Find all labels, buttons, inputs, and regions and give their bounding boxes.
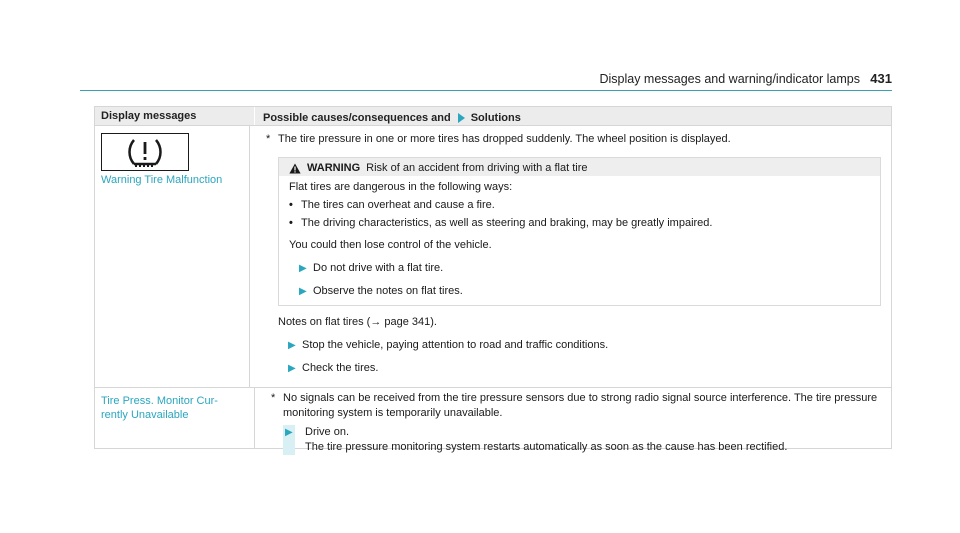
table-row <box>95 387 891 453</box>
step-title: Drive on. <box>305 426 350 438</box>
step-arrow-icon: ▶ <box>288 363 296 374</box>
header-divider <box>80 90 892 91</box>
message-cell <box>95 126 250 387</box>
warning-step: ▶ Observe the notes on flat tires. <box>299 285 463 297</box>
page-number: 431 <box>870 71 892 86</box>
col-header-display-messages: Display messages <box>95 107 255 125</box>
solution-step <box>283 425 881 455</box>
step-arrow-icon: ▶ <box>299 263 307 274</box>
message-cell <box>95 388 255 448</box>
list-item: • The tires can overheat and cause a fire. <box>289 199 495 211</box>
page-header <box>80 70 892 92</box>
causes-cell <box>255 388 891 453</box>
warning-body <box>279 176 880 305</box>
solution-step: ▶ Check the tires. <box>288 362 379 374</box>
warning-triangle-icon <box>289 163 301 174</box>
col-header-causes <box>255 107 891 125</box>
list-item: • The driving characteristics, as well as steering and braking, may be greatly impaired. <box>289 217 713 229</box>
warning-step: ▶ Do not drive with a flat tire. <box>299 262 444 274</box>
warning-intro: Flat tires are dangerous in the following ways: <box>289 181 513 193</box>
col-header-causes-text: Possible causes/consequences and <box>263 111 451 124</box>
message-tire-press-monitor-line2: rently Unavailable <box>101 409 189 421</box>
tire-pressure-warning-icon <box>101 133 189 171</box>
col-header-solutions-text: Solutions <box>470 111 521 124</box>
table-row <box>95 125 891 387</box>
warning-title: WARNING <box>307 161 361 174</box>
step-text: The tire pressure monitoring system restarts automatically as soon as the cause has been rectified. <box>305 441 788 453</box>
step-arrow-icon: ▶ <box>285 427 293 438</box>
display-messages-table <box>94 106 892 453</box>
header-title: Display messages and warning/indicator lamps <box>599 72 860 86</box>
table-header <box>95 107 891 125</box>
step-arrow-icon: ▶ <box>288 340 296 351</box>
notes-reference: Notes on flat tires (→ page 341). <box>278 316 437 328</box>
warning-consequence: You could then lose control of the vehicle. <box>289 239 492 251</box>
message-warning-tire-malfunction: Warning Tire Malfunction <box>101 174 223 186</box>
warning-text: Risk of an accident from driving with a flat tire <box>366 161 588 174</box>
warning-box <box>278 157 881 306</box>
solution-step: ▶ Stop the vehicle, paying attention to road and traffic conditions. <box>288 339 609 351</box>
message-tire-press-monitor-line1: Tire Press. Monitor Cur- <box>101 395 218 407</box>
step-highlight-bar <box>283 425 295 455</box>
step-arrow-icon: ▶ <box>299 286 307 297</box>
causes-cell <box>250 126 891 387</box>
warning-header <box>279 158 880 176</box>
arrow-right-icon <box>458 113 465 123</box>
cause-text: * No signals can be received from the tire pressure sensors due to strong radio signal source interference. The tire pressure monitoring system is temporarily unavailable. <box>271 392 878 419</box>
cause-text: * The tire pressure in one or more tires has dropped suddenly. The wheel position is displayed. <box>266 133 731 145</box>
